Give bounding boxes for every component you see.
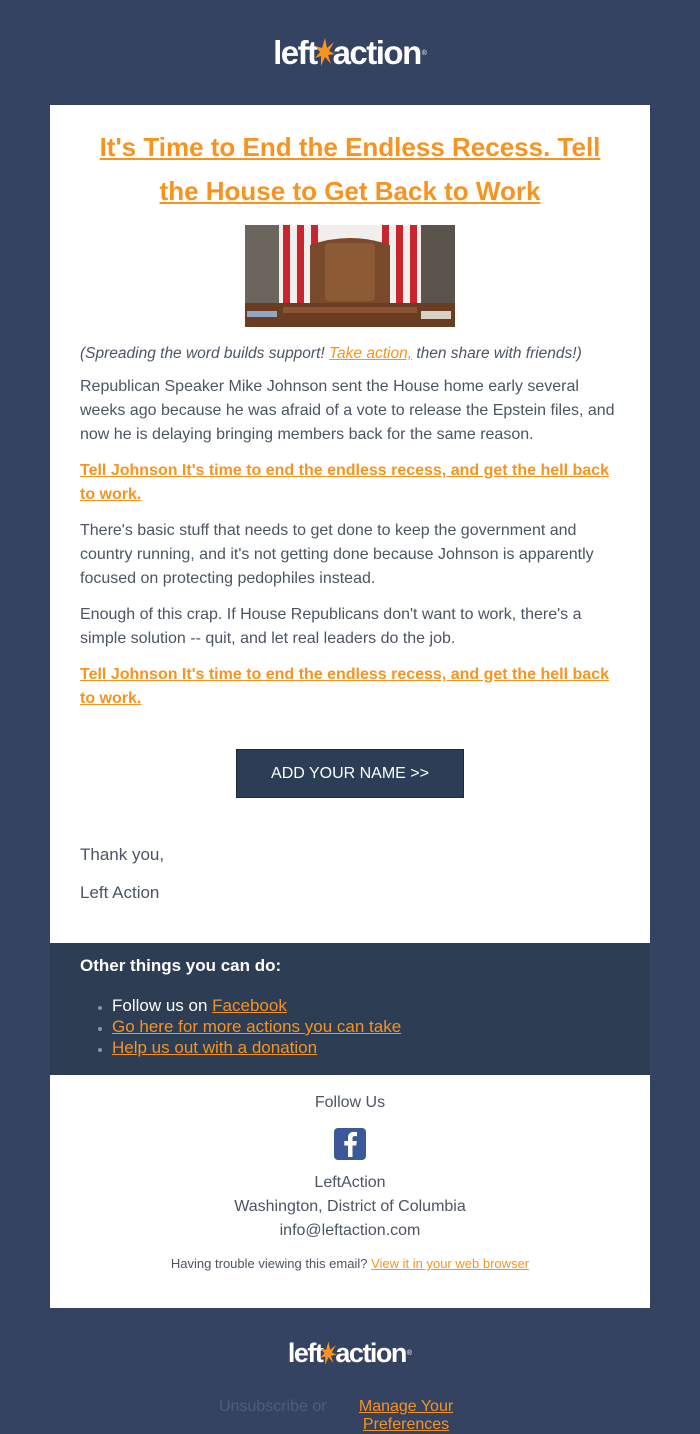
cta-text-2	[80, 663, 620, 711]
manage-preferences-link[interactable]: Manage Your Preferences	[358, 1398, 454, 1433]
org-email: info@leftaction.com	[279, 1222, 421, 1239]
donation-link[interactable]: Help us out with a donation	[112, 1038, 318, 1057]
cta-text-1	[80, 459, 620, 507]
hero-image[interactable]	[245, 225, 455, 327]
follow-us-label: Follow Us	[314, 1094, 386, 1111]
list-item: • Follow us on Facebook	[112, 995, 620, 1016]
paragraph-1: Republican Speaker Mike Johnson sent the House home early several weeks ago because he was afraid of a vote to release the Epstein files, and now he is delaying bringing members back for the same reason.	[80, 378, 615, 443]
cta-link-2[interactable]: Tell Johnson It's time to end the endless recess, and get the hell back to work.	[80, 666, 609, 707]
bottom-logo[interactable]	[0, 1338, 700, 1369]
logo-text-right: action	[332, 34, 421, 71]
logo-text-left: left	[273, 34, 317, 71]
other-things-list	[80, 995, 620, 1058]
list-item	[112, 1037, 620, 1058]
main-content-card	[50, 105, 650, 943]
list-item	[112, 1016, 620, 1037]
cta-link-1[interactable]: Tell Johnson It's time to end the endless recess, and get the hell back to work.	[80, 462, 609, 503]
trouble-viewing: Having trouble viewing this email? View it in your web browser	[170, 1256, 530, 1271]
paragraph-2: There's basic stuff that needs to get done to keep the government and country running, and it's not getting done because Johnson is apparently focused on protecting pedophiles instead.	[80, 522, 594, 587]
facebook-icon[interactable]	[334, 1128, 366, 1160]
headline	[80, 105, 620, 213]
headline-link[interactable]: It's Time to End the Endless Recess. Tell the House to Get Back to Work	[99, 132, 601, 206]
other-things-title: Other things you can do:	[80, 956, 282, 975]
take-action-link[interactable]: Take action,	[329, 345, 413, 362]
org-location: Washington, District of Columbia	[234, 1198, 466, 1215]
unsubscribe-line: Unsubscribe or Manage Your Preferences	[0, 1398, 700, 1434]
unsubscribe-link[interactable]: Unsubscribe	[218, 1398, 308, 1415]
address-block	[50, 1171, 650, 1243]
signature: Left Action	[80, 883, 160, 902]
leftaction-logo-bottom	[288, 1338, 412, 1369]
more-actions-link[interactable]: Go here for more actions you can take	[112, 1017, 402, 1036]
org-name: LeftAction	[314, 1174, 386, 1191]
other-things-panel	[50, 943, 650, 1075]
add-your-name-button[interactable]: ADD YOUR NAME >>	[236, 749, 464, 798]
logo-text-left: left	[287, 1338, 323, 1368]
intro-line: (Spreading the word builds support! Take action, then share with friends!)	[80, 345, 582, 362]
top-logo[interactable]	[0, 0, 700, 80]
thanks-text: Thank you,	[80, 845, 165, 864]
registered-mark: ®	[406, 1350, 413, 1357]
starburst-icon	[315, 36, 335, 70]
registered-mark: ®	[421, 49, 427, 57]
leftaction-logo	[273, 26, 427, 80]
footer-card	[50, 1075, 650, 1308]
view-in-browser-link[interactable]: View it in your web browser	[371, 1256, 530, 1271]
facebook-link[interactable]: Facebook	[212, 996, 287, 1015]
logo-text-right: action	[335, 1338, 406, 1368]
paragraph-3: Enough of this crap. If House Republicans don't want to work, there's a simple solution -- quit, and let real leaders do the job.	[80, 606, 582, 647]
